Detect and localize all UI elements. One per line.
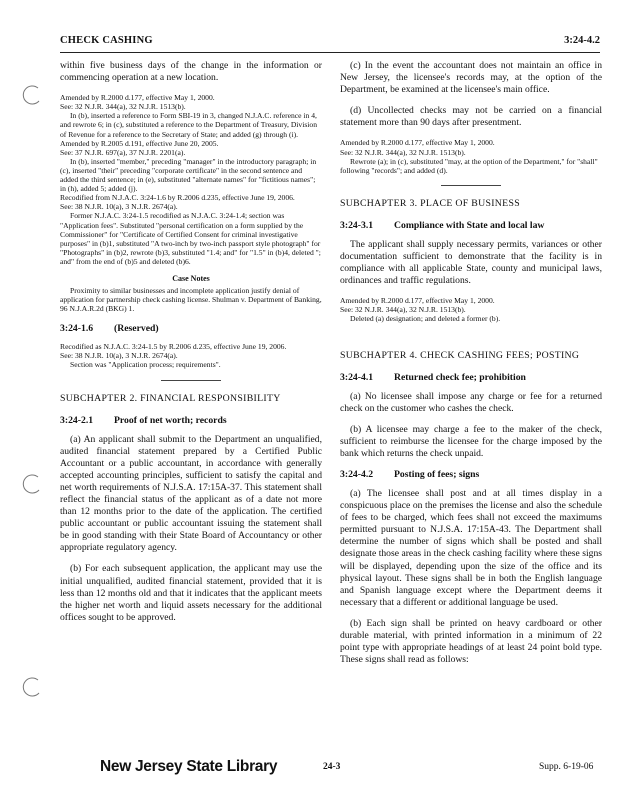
history-note: In (b), inserted a reference to Form SBI-19 in 3, changed N.J.A.C. reference in 4, and rewrote 6; in (c), substituted a reference to the Department of Treasury, Division of Revenue for a reference to the Secretary of State; and added (g) through (i).: [60, 111, 317, 139]
section-heading: [60, 323, 322, 335]
section-title: Returned check fee; prohibition: [394, 371, 526, 383]
punch-hole-icon: [22, 84, 44, 106]
body-paragraph: (c) In the event the accountant does not maintain an office in New Jersey, the licensee's records may, at the option of the Department, be examined at the licensee's main office.: [340, 60, 602, 96]
history-note: Section was "Application process; requirements".: [70, 360, 221, 370]
history-note: See: 37 N.J.R. 697(a), 37 N.J.R. 2201(a).: [60, 147, 186, 157]
header-section-number: 3:24-4.2: [564, 35, 600, 46]
history-notes: [60, 342, 322, 369]
punch-hole-icon: [22, 676, 44, 698]
history-note: See: 38 N.J.R. 10(a), 3 N.J.R. 2674(a).: [60, 351, 178, 361]
section-title: Proof of net worth; records: [114, 414, 227, 426]
body-paragraph: (b) A licensee may charge a fee to the maker of the check, sufficient to reimburse the licensee for the charge imposed by the bank which returns the check unpaid.: [340, 423, 602, 459]
section-number: 3:24-4.1: [340, 371, 374, 383]
library-watermark: New Jersey State Library: [100, 758, 278, 775]
case-note: Proximity to similar businesses and incomplete application justify denial of application for partnership check cashing license. Shulman v. Department of Banking, 96 N.J.A.R.2d (BKG) 1.: [60, 285, 322, 314]
divider: [161, 380, 221, 381]
body-paragraph: (d) Uncollected checks may not be carried on a financial statement more than 90 days after presentment.: [340, 105, 602, 129]
punch-hole-icon: [22, 473, 44, 495]
history-note: Deleted (a) designation; and deleted a former (b).: [350, 314, 501, 324]
history-note: Former N.J.A.C. 3:24-1.5 recodified as N.J.A.C. 3:24-1.4; section was "Application fees". Substituted "personal certification on a form supplied by the Commissioner" for "Certificate of Certified Consent for criminal investigative purposes" in (b)1, substituted "A two-inch by two-inch passport style photograph" for "Photographs" in (b)2, rewrote (b)3, substituted "1.4; and" for "1.5" in (b)4, deleted "; and" from the end of (b)5 and deleted (b)6.: [60, 211, 321, 266]
section-title: (Reserved): [114, 323, 159, 335]
section-heading: [340, 469, 602, 481]
body-paragraph: (b) Each sign shall be printed on heavy cardboard or other durable material, with printed information in a minimum of 22 point type with appropriate headings of at least 24 point bold type. These signs shall read as follows:: [340, 617, 602, 666]
running-header: [60, 34, 600, 53]
supplement-date: Supp. 6-19-06: [539, 762, 594, 772]
section-heading: [60, 415, 322, 427]
section-heading: [340, 372, 602, 384]
subchapter-heading: SUBCHAPTER 2. FINANCIAL RESPONSIBILITY: [60, 392, 281, 404]
history-note: Amended by R.2005 d.191, effective June 20, 2005.: [60, 138, 219, 148]
section-number: 3:24-2.1: [60, 414, 94, 426]
history-note: Recodified from N.J.A.C. 3:24-1.6 by R.2006 d.235, effective June 19, 2006.: [60, 193, 295, 203]
body-paragraph: (a) The licensee shall post and at all times display in a conspicuous place on the premises the license and also the schedule of fees to be charged, which fees shall not exceed the maximums permitted pursuant to N.J.S.A. 17:15A-43. The Department shall determine the number of signs which shall be posted and shall designate those areas in the check cashing facility where these signs will be displayed, depending upon the size of the office and its physical layout. These signs shall be in both the English language and Spanish language except where the Department deems it necessary that a different or additional language be used.: [340, 487, 602, 608]
history-notes: [60, 93, 322, 266]
subchapter-heading: SUBCHAPTER 4. CHECK CASHING FEES; POSTING: [340, 349, 580, 361]
history-note: In (b), inserted "member," preceding "manager" in the introductory paragraph; in (c), inserted "their" preceding "corporate certificate" in the second sentence and added the third sentence; in (e), substituted "alternate names" for "fictitious names"; in (h), added 5; added (j).: [60, 156, 317, 194]
history-note: Rewrote (a); in (c), substituted "may, at the option of the Department," for "shall" following "records"; and added (d).: [340, 156, 598, 175]
body-paragraph: (a) No licensee shall impose any charge or fee for a returned check on the customer who cashes the check.: [340, 390, 602, 414]
section-title: Compliance with State and local law: [394, 219, 545, 231]
history-notes: [340, 296, 602, 323]
history-note: Recodified as N.J.A.C. 3:24-1.5 by R.2006 d.235, effective June 19, 2006.: [60, 342, 287, 352]
intro-paragraph: within five business days of the change in the information or commencing operation at a new location.: [60, 60, 322, 84]
section-title: Posting of fees; signs: [394, 468, 480, 480]
history-note: Amended by R.2000 d.177, effective May 1, 2000.: [340, 296, 495, 306]
section-number: 3:24-1.6: [60, 323, 94, 335]
history-notes: [340, 138, 602, 174]
section-heading: [340, 220, 602, 232]
subchapter-heading: SUBCHAPTER 3. PLACE OF BUSINESS: [340, 197, 520, 209]
history-note: See: 32 N.J.R. 344(a), 32 N.J.R. 1513(b).: [340, 305, 466, 315]
history-note: Amended by R.2000 d.177, effective May 1, 2000.: [340, 138, 495, 148]
left-column: [60, 60, 322, 633]
history-note: See: 32 N.J.R. 344(a), 32 N.J.R. 1513(b).: [340, 147, 466, 157]
body-paragraph: (a) An applicant shall submit to the Department an unqualified, audited financial statement prepared by a Certified Public Accountant or a public accountant, in accordance with generally accepted accounting principles, sufficient to satisfy the capital and net worth requirements of N.J.S.A. 17:15A-37. This statement shall reflect the financial status of the applicant as of a date not more than 12 months prior to the date of the application. The certified public accountant or public accountant issuing the statement shall be in good standing with their State Board of Accountancy or other appropriate regulatory agency.: [60, 433, 322, 554]
section-number: 3:24-4.2: [340, 468, 374, 480]
section-number: 3:24-3.1: [340, 219, 374, 231]
header-title: CHECK CASHING: [60, 35, 153, 46]
history-note: Amended by R.2000 d.177, effective May 1, 2000.: [60, 93, 215, 103]
body-paragraph: The applicant shall supply necessary permits, variances or other documentation sufficient to demonstrate that the facility is in compliance with all applicable State, county and municipal laws, ordinances and traffic regulations.: [340, 238, 602, 287]
history-note: See: 32 N.J.R. 344(a), 32 N.J.R. 1513(b).: [60, 102, 186, 112]
divider: [441, 185, 501, 186]
history-note: See: 38 N.J.R. 10(a), 3 N.J.R. 2674(a).: [60, 202, 178, 212]
page-number: 24-3: [323, 762, 341, 772]
body-paragraph: (b) For each subsequent application, the applicant may use the initial unqualified, audited financial statement, provided that it is less than 12 months old and that it indicates that the applicant meets the higher net worth and liquid assets necessary for the additional offices sought to be approved.: [60, 563, 322, 623]
right-column: [340, 60, 602, 675]
case-notes-heading: Case Notes: [172, 273, 210, 283]
